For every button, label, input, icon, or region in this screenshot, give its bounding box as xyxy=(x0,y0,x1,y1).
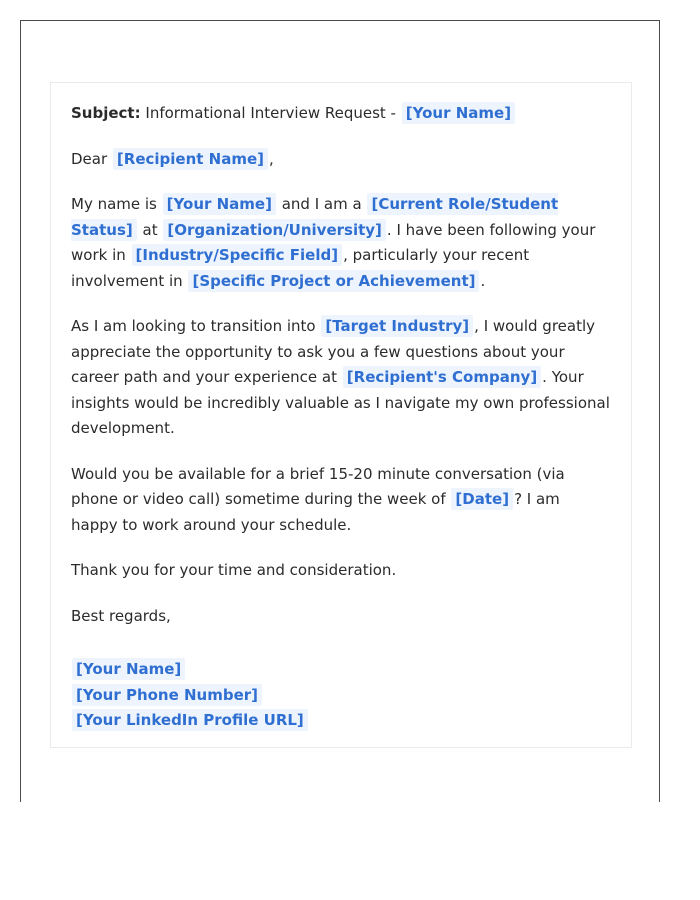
subject-text: Informational Interview Request - xyxy=(145,104,396,122)
greeting-text: Dear xyxy=(71,149,108,168)
placeholder-organization: [Organization/University] xyxy=(163,219,386,241)
signature-block xyxy=(71,657,611,734)
closing-line: Best regards, xyxy=(71,606,171,625)
placeholder-recipient-name: [Recipient Name] xyxy=(113,148,268,170)
placeholder-current-role: [Current Role/Student Status] xyxy=(71,195,559,239)
placeholder-project-achievement: [Specific Project or Achievement] xyxy=(188,270,479,292)
email-template-card xyxy=(50,82,632,748)
request-text-1: As I am looking to transition into xyxy=(71,317,316,335)
placeholder-target-industry: [Target Industry] xyxy=(321,315,473,337)
placeholder-phone-number: [Your Phone Number] xyxy=(72,684,262,706)
placeholder-your-name: [Your Name] xyxy=(402,102,515,124)
paragraph-introduction xyxy=(71,192,611,294)
intro-text-1: My name is xyxy=(71,195,157,213)
intro-text-4: . I have been following your work in xyxy=(71,220,596,264)
availability-text-1: Would you be available for a brief 15-20 minute conversation (via phone or video call) sometime during the week of xyxy=(71,464,565,508)
subject-label: Subject: xyxy=(71,104,141,122)
intro-text-6: . xyxy=(480,271,486,290)
paragraph-thanks: Thank you for your time and consideration. xyxy=(71,561,397,579)
availability-text-2: ? I am happy to work around your schedule. xyxy=(71,490,560,534)
placeholder-industry-field: [Industry/Specific Field] xyxy=(132,244,343,266)
placeholder-linkedin-url: [Your LinkedIn Profile URL] xyxy=(72,709,308,731)
placeholder-your-name: [Your Name] xyxy=(163,193,276,215)
paragraph-request xyxy=(71,314,611,442)
intro-text-2: and I am a xyxy=(281,195,362,213)
request-text-2: , I would greatly appreciate the opportunity to ask you a few questions about your career path and your experience at xyxy=(71,317,595,386)
request-text-3: . Your insights would be incredibly valuable as I navigate my own professional development. xyxy=(71,368,610,437)
document-page xyxy=(20,20,660,802)
placeholder-signature-name: [Your Name] xyxy=(72,658,185,680)
intro-text-3: at xyxy=(142,220,158,239)
email-subject-line xyxy=(71,101,611,127)
email-greeting xyxy=(71,147,611,173)
placeholder-recipient-company: [Recipient's Company] xyxy=(343,366,541,388)
paragraph-availability xyxy=(71,462,611,539)
placeholder-date: [Date] xyxy=(451,488,513,510)
intro-text-5: , particularly your recent involvement in xyxy=(71,246,530,290)
greeting-punct: , xyxy=(269,149,274,168)
